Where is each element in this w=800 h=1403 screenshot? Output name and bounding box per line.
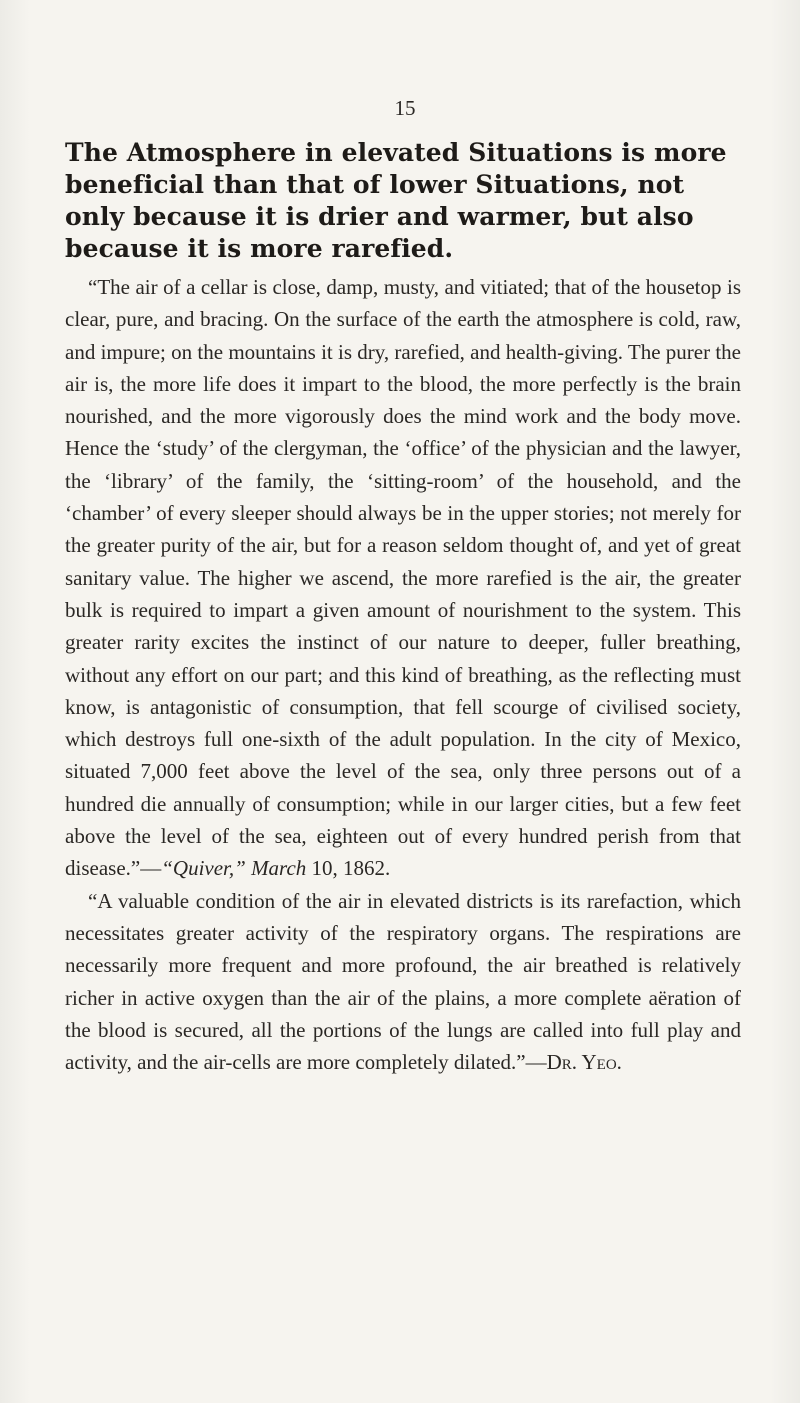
paragraph-2-attribution: Dr. Yeo.: [546, 1050, 622, 1075]
paragraph-1-date: 10, 1862.: [306, 856, 391, 881]
quotation-paragraph-2: [65, 885, 741, 1079]
page-number: 15: [394, 96, 416, 120]
paragraph-1-source: “Quiver,” March: [161, 856, 307, 881]
paragraph-1-text: “The air of a cellar is close, damp, musty, and vitiated; that of the housetop is clear, pure, and bracing. On the surface of the earth the atmosphere is cold, raw, and impure; on the mountains it is dry, rarefied, and health-giving. The purer the air is, the more life does it impart to the blood, the more perfectly is the brain nourished, and the more vigorously does the mind work and the body move. Hence the ‘study’ of the clergyman, the ‘office’ of the physician and the lawyer, the ‘library’ of the family, the ‘sitting-room’ of the household, and the ‘chamber’ of every sleeper should always be in the upper stories; not merely for the greater purity of the air, but for a reason seldom thought of, and yet of great sanitary value. The higher we ascend, the more rarefied is the air, the greater bulk is required to impart a given amount of nourishment to the system. This greater rarity excites the instinct of our nature to deeper, fuller breathing, without any effort on our part; and this kind of breathing, as the reflecting must know, is antagonistic of consumption, that fell scourge of civilised society, which destroys full one-sixth of the adult population. In the city of Mexico, situated 7,000 feet above the level of the sea, only three persons out of a hundred die annually of consumption; while in our larger cities, but a few feet above the level of the sea, eighteen out of every hundred perish from that disease.”—: [65, 275, 741, 881]
page-content: [65, 137, 741, 1078]
paragraph-2-text: “A valuable condition of the air in elevated districts is its rarefaction, which necessitates greater activity of the respiratory organs. The respirations are necessarily more frequent and more profound, the air breathed is relatively richer in active oxygen than the air of the plains, a more complete aëration of the blood is secured, all the portions of the lungs are called into full play and activity, and the air-cells are more completely dilated.”—: [65, 888, 741, 1075]
section-heading: The Atmosphere in elevated Situations is more beneficial than that of lower Situations, not only because it is drier and warmer, but also because it is more rarefied.: [65, 138, 727, 263]
quotation-paragraph-1: [65, 271, 741, 885]
